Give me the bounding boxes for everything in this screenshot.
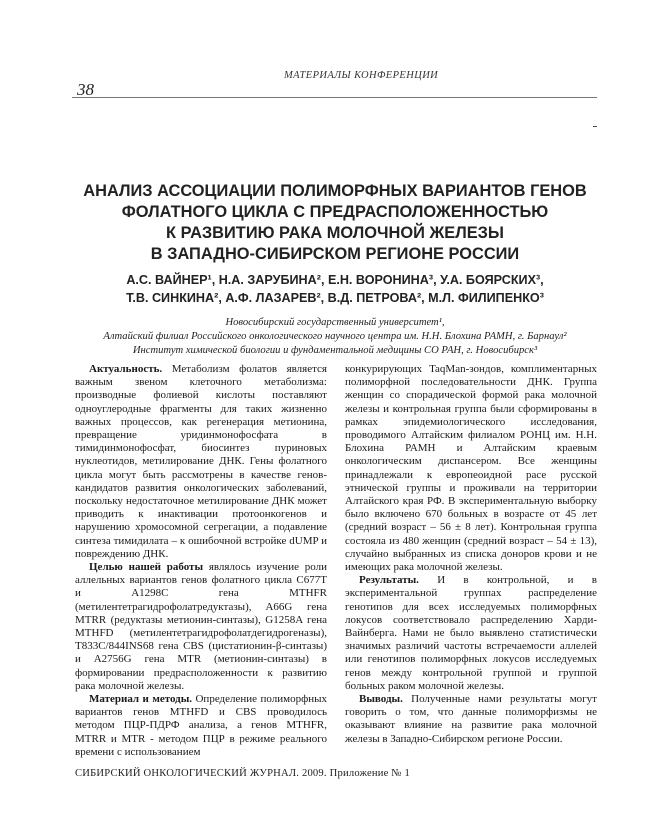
page-number: 38 bbox=[77, 80, 94, 99]
aim-heading: Целью нашей работы bbox=[89, 561, 204, 574]
methods-paragraph bbox=[75, 693, 327, 759]
title-line: В ЗАПАДНО-СИБИРСКОМ РЕГИОНЕ РОССИИ bbox=[150, 245, 520, 263]
affiliation-line: Алтайский филиал Российского онкологического научного центра им. Н.Н. Блохина РАМН, г. Барнаул² bbox=[103, 331, 567, 342]
relevance-text: Метаболизм фолатов является важным звеном клеточного метаболизма: производные фолиевой кислоты поставляют одноуглеродные фрагменты для таких жизненно важных процессов, как регенерация метионина, превращение уридинмонофосфата в тимидинмонофосфат, биосинтез пуриновых нуклеотидов, метилирование ДНК. Гены фолатного цикла могут быть рассмотрены в качестве генов-кандидатов развития онкологических заболеваний, поскольку недостаточное метилирование ДНК может приводить к инактивации протоонкогенов и нарушению хромосомной сегрегации, а подавление синтеза тимидилата – к ошибочной встройке dUMP и повреждению ДНК. bbox=[75, 363, 327, 560]
results-paragraph bbox=[345, 574, 597, 693]
author-list bbox=[70, 271, 600, 307]
affiliation-line: Институт химической биологии и фундаментальной медицины СО РАН, г. Новосибирск³ bbox=[132, 345, 538, 356]
results-heading: Результаты. bbox=[359, 574, 419, 587]
running-header: МАТЕРИАЛЫ КОНФЕРЕНЦИИ bbox=[284, 70, 439, 81]
aim-paragraph bbox=[75, 561, 327, 693]
author-line: А.С. ВАЙНЕР¹, Н.А. ЗАРУБИНА², Е.Н. ВОРОНИНА³, У.А. БОЯРСКИХ³, bbox=[126, 273, 544, 287]
header-divider bbox=[72, 97, 597, 98]
methods-text: Определение полиморфных вариантов генов MTHFD и CBS проводилось методом ПЦР-ПДРФ анализа, а генов MTHFR, MTRR и MTR - методом ПЦР в режиме реального времени с использованием bbox=[75, 693, 327, 758]
title-line: ФОЛАТНОГО ЦИКЛА С ПРЕДРАСПОЛОЖЕННОСТЬЮ bbox=[121, 203, 549, 221]
affiliation-line: Новосибирский государственный университет¹, bbox=[225, 317, 445, 328]
title-line: К РАЗВИТИЮ РАКА МОЛОЧНОЙ ЖЕЛЕЗЫ bbox=[166, 224, 504, 242]
aim-text: являлось изучение роли аллельных вариантов генов фолатного цикла C677T и A1298C гена MTHFR (метилентетрагидрофолатредуктазы), A66G гена MTRR (редуктазы метионин-синтазы), G1258A гена MTHFD (метилентетрагидрофолатдегидрогеназы), T833C/844INS68 гена CBS (цистатионин-β-синтазы) и A2756G гена MTR (метионин-синтазы) в формировании предрасположенности к развитию рака молочной железы. bbox=[75, 561, 327, 692]
methods-text-continued: конкурирующих TaqMan-зондов, комплиментарных полиморфной последовательности ДНК. Группа женщин со спорадической формой рака молочной железы и контрольная группа были сформированы в рамках эпидемиологического исследования, проводимого Алтайским филиалом РОНЦ им. Н.Н. Блохина РАМН и Алтайским краевым онкологическим диспансером. Все женщины принадлежали к европеоидной расе русской этнической группы и проживали на территории Алтайского края РФ. В экспериментальную выборку было включено 670 больных в возрасте от 45 лет (средний возраст – 56 ± 8 лет). Контрольная группа состояла из 480 женщин (средний возраст – 54 ± 13), случайно выбранных из списка доноров крови и не имеющих рака молочной железы. bbox=[345, 363, 597, 574]
text-column-left bbox=[75, 363, 327, 759]
conclusions-paragraph bbox=[345, 693, 597, 746]
conclusions-heading: Выводы. bbox=[359, 693, 403, 706]
text-column-right bbox=[345, 363, 597, 746]
author-line: Т.В. СИНКИНА², А.Ф. ЛАЗАРЕВ², В.Д. ПЕТРОВА², М.Л. ФИЛИПЕНКО³ bbox=[126, 291, 544, 305]
journal-footer: СИБИРСКИЙ ОНКОЛОГИЧЕСКИЙ ЖУРНАЛ. 2009. Приложение № 1 bbox=[75, 768, 410, 779]
affiliations bbox=[70, 316, 600, 358]
relevance-heading: Актуальность. bbox=[89, 363, 163, 375]
article-title bbox=[70, 181, 600, 265]
title-line: АНАЛИЗ АССОЦИАЦИИ ПОЛИМОРФНЫХ ВАРИАНТОВ ГЕНОВ bbox=[83, 182, 587, 200]
relevance-paragraph bbox=[75, 363, 327, 561]
results-text: И в контрольной, и в экспериментальной группах распределение генотипов для всех исследуемых полиморфных локусов соответствовало распределению Харди-Вайнберга. Нами не было выявлено статистически значимых различий частоты встречаемости аллелей или генотипов полиморфных локусов исследуемых генов между контрольной группой и группой больных раком молочной железы. bbox=[345, 574, 597, 692]
conclusions-text: Полученные нами результаты могут говорить о том, что данные полиморфизмы не оказывают влияние на развитие рака молочной железы в Западно-Сибирском регионе России. bbox=[345, 693, 597, 745]
methods-paragraph-continued bbox=[345, 363, 597, 574]
stray-mark bbox=[593, 126, 597, 127]
methods-heading: Материал и методы. bbox=[89, 693, 193, 706]
